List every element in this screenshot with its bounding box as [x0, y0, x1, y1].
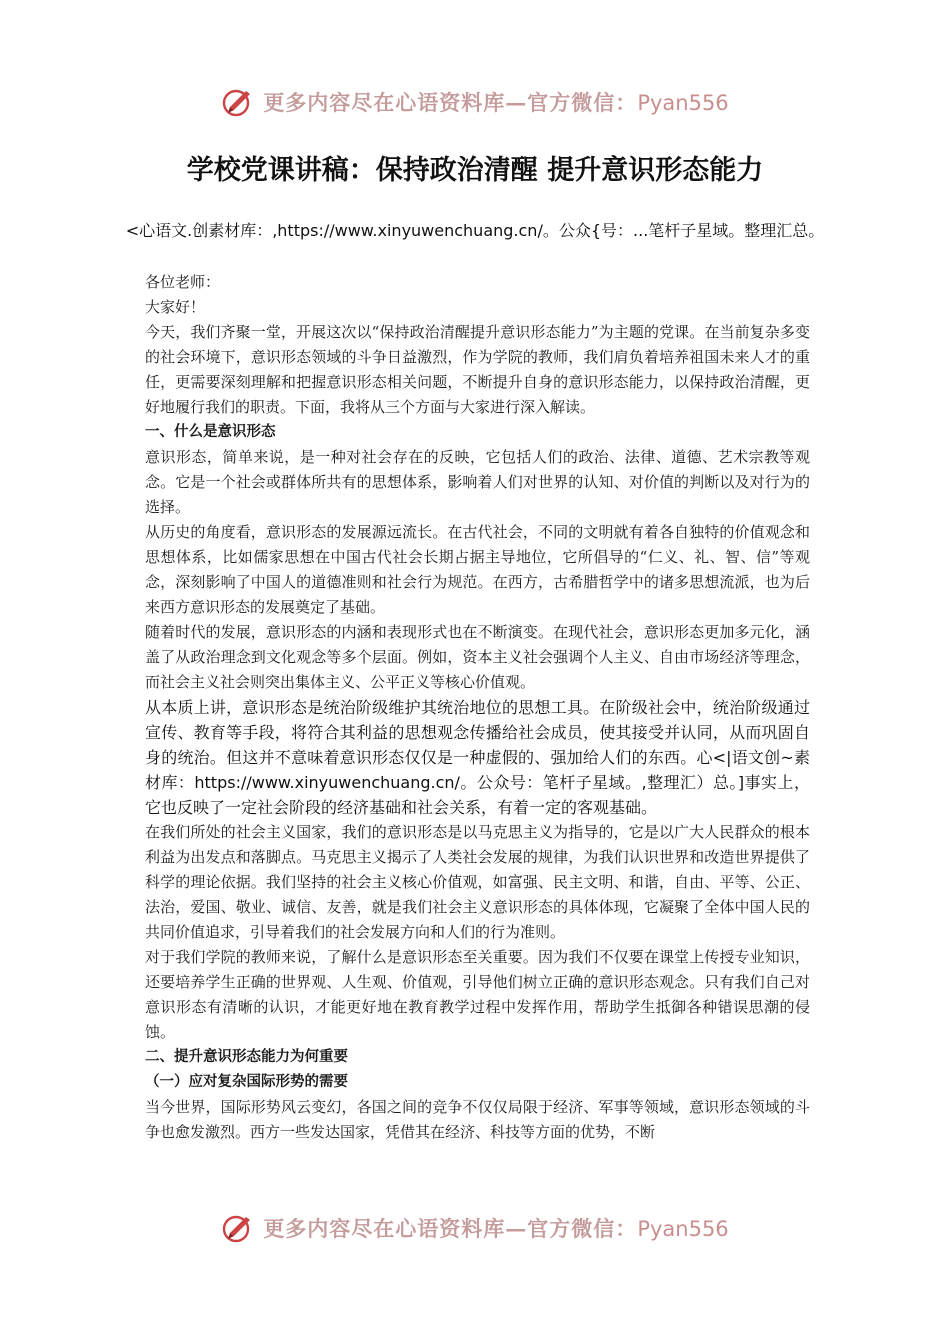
watermark-banner-top	[0, 82, 950, 122]
section-heading-2: 二、提升意识形态能力为何重要	[145, 1049, 348, 1065]
watermark-text: 更多内容尽在心语资料库—官方微信：Pyan556	[263, 1216, 729, 1241]
document-title: 学校党课讲稿：保持政治清醒 提升意识形态能力	[186, 155, 764, 186]
watermark-banner-bottom	[0, 1208, 950, 1248]
paragraph: 随着时代的发展，意识形态的内涵和表现形式也在不断演变。在现代社会，意识形态更加多元化，涵盖了从政治理念到文化观念等多个层面。例如，资本主义社会强调个人主义、自由市场经济等理念，而社会主义社会则突出集体主义、公平正义等核心价值观。	[145, 623, 810, 691]
pen-circle-logo-icon	[221, 1211, 255, 1245]
paragraph: 当今世界，国际形势风云变幻，各国之间的竞争不仅仅局限于经济、军事等领域，意识形态领域的斗争也愈发激烈。西方一些发达国家，凭借其在经济、科技等方面的优势，不断	[145, 1098, 810, 1141]
paragraph: 在我们所处的社会主义国家，我们的意识形态是以马克思主义为指导的，它是以广大人民群众的根本利益为出发点和落脚点。马克思主义揭示了人类社会发展的规律，为我们认识世界和改造世界提供了科学的理论依据。我们坚持的社会主义核心价值观，如富强、民主文明、和谐，自由、平等、公正、法治，爱国、敬业、诚信、友善，就是我们社会主义意识形态的具体体现，它凝聚了全体中国人民的共同价值追求，引导着我们的社会发展方向和人们的行为准则。	[145, 823, 810, 941]
watermark-text: 更多内容尽在心语资料库—官方微信：Pyan556	[263, 90, 729, 115]
salutation: 各位老师：	[145, 273, 221, 291]
pen-circle-logo-icon	[221, 85, 255, 119]
paragraph-intro: 今天，我们齐聚一堂，开展这次以“保持政治清醒提升意识形态能力”为主题的党课。在当前复杂多变的社会环境下，意识形态领域的斗争日益激烈，作为学院的教师，我们肩负着培养祖国未来人才的重任，更需要深刻理解和把握意识形态相关问题，不断提升自身的意识形态能力，以保持政治清醒，更好地履行我们的职责。下面，我将从三个方面与大家进行深入解读。	[145, 323, 810, 416]
subsection-heading-1: （一）应对复杂国际形势的需要	[145, 1074, 348, 1090]
paragraph-sans: 从本质上讲，意识形态是统治阶级维护其统治地位的思想工具。在阶级社会中，统治阶级通过宣传、教育等手段，将符合其利益的思想观念传播给社会成员，使其接受并认同，从而巩固自身的统治。但这并不意味着意识形态仅仅是一种虚假的、强加给人们的东西。心<|语文创~素材库：https://www.xinyuwenchuang.cn/。公众号：笔杆子星域。,整理汇）总。]事实上，它也反映了一定社会阶段的经济基础和社会关系，有着一定的客观基础。	[145, 698, 810, 817]
paragraph: 从历史的角度看，意识形态的发展源远流长。在古代社会，不同的文明就有着各自独特的价值观念和思想体系，比如儒家思想在中国古代社会长期占据主导地位，它所倡导的“仁义、礼、智、信”等观念，深刻影响了中国人的道德准则和社会行为规范。在西方，古希腊哲学中的诸多思想流派，也为后来西方意识形态的发展奠定了基础。	[145, 523, 810, 616]
greeting: 大家好！	[145, 298, 206, 316]
section-heading-1: 一、什么是意识形态	[145, 424, 276, 440]
paragraph: 意识形态，简单来说，是一种对社会存在的反映，它包括人们的政治、法律、道德、艺术宗教等观念。它是一个社会或群体所共有的思想体系，影响着人们对世界的认知、对价值的判断以及对行为的选择。	[145, 448, 810, 516]
paragraph: 对于我们学院的教师来说，了解什么是意识形态至关重要。因为我们不仅要在课堂上传授专业知识，还要培养学生正确的世界观、人生观、价值观，引导他们树立正确的意识形态观念。只有我们自己对意识形态有清晰的认识，才能更好地在教育教学过程中发挥作用，帮助学生抵御各种错误思潮的侵蚀。	[145, 948, 810, 1041]
source-note: <心语文.创素材库：,https://www.xinyuwenchuang.cn/。公众{号：...笔杆子星域。整理汇总。	[125, 221, 825, 240]
document-body	[145, 270, 810, 1145]
